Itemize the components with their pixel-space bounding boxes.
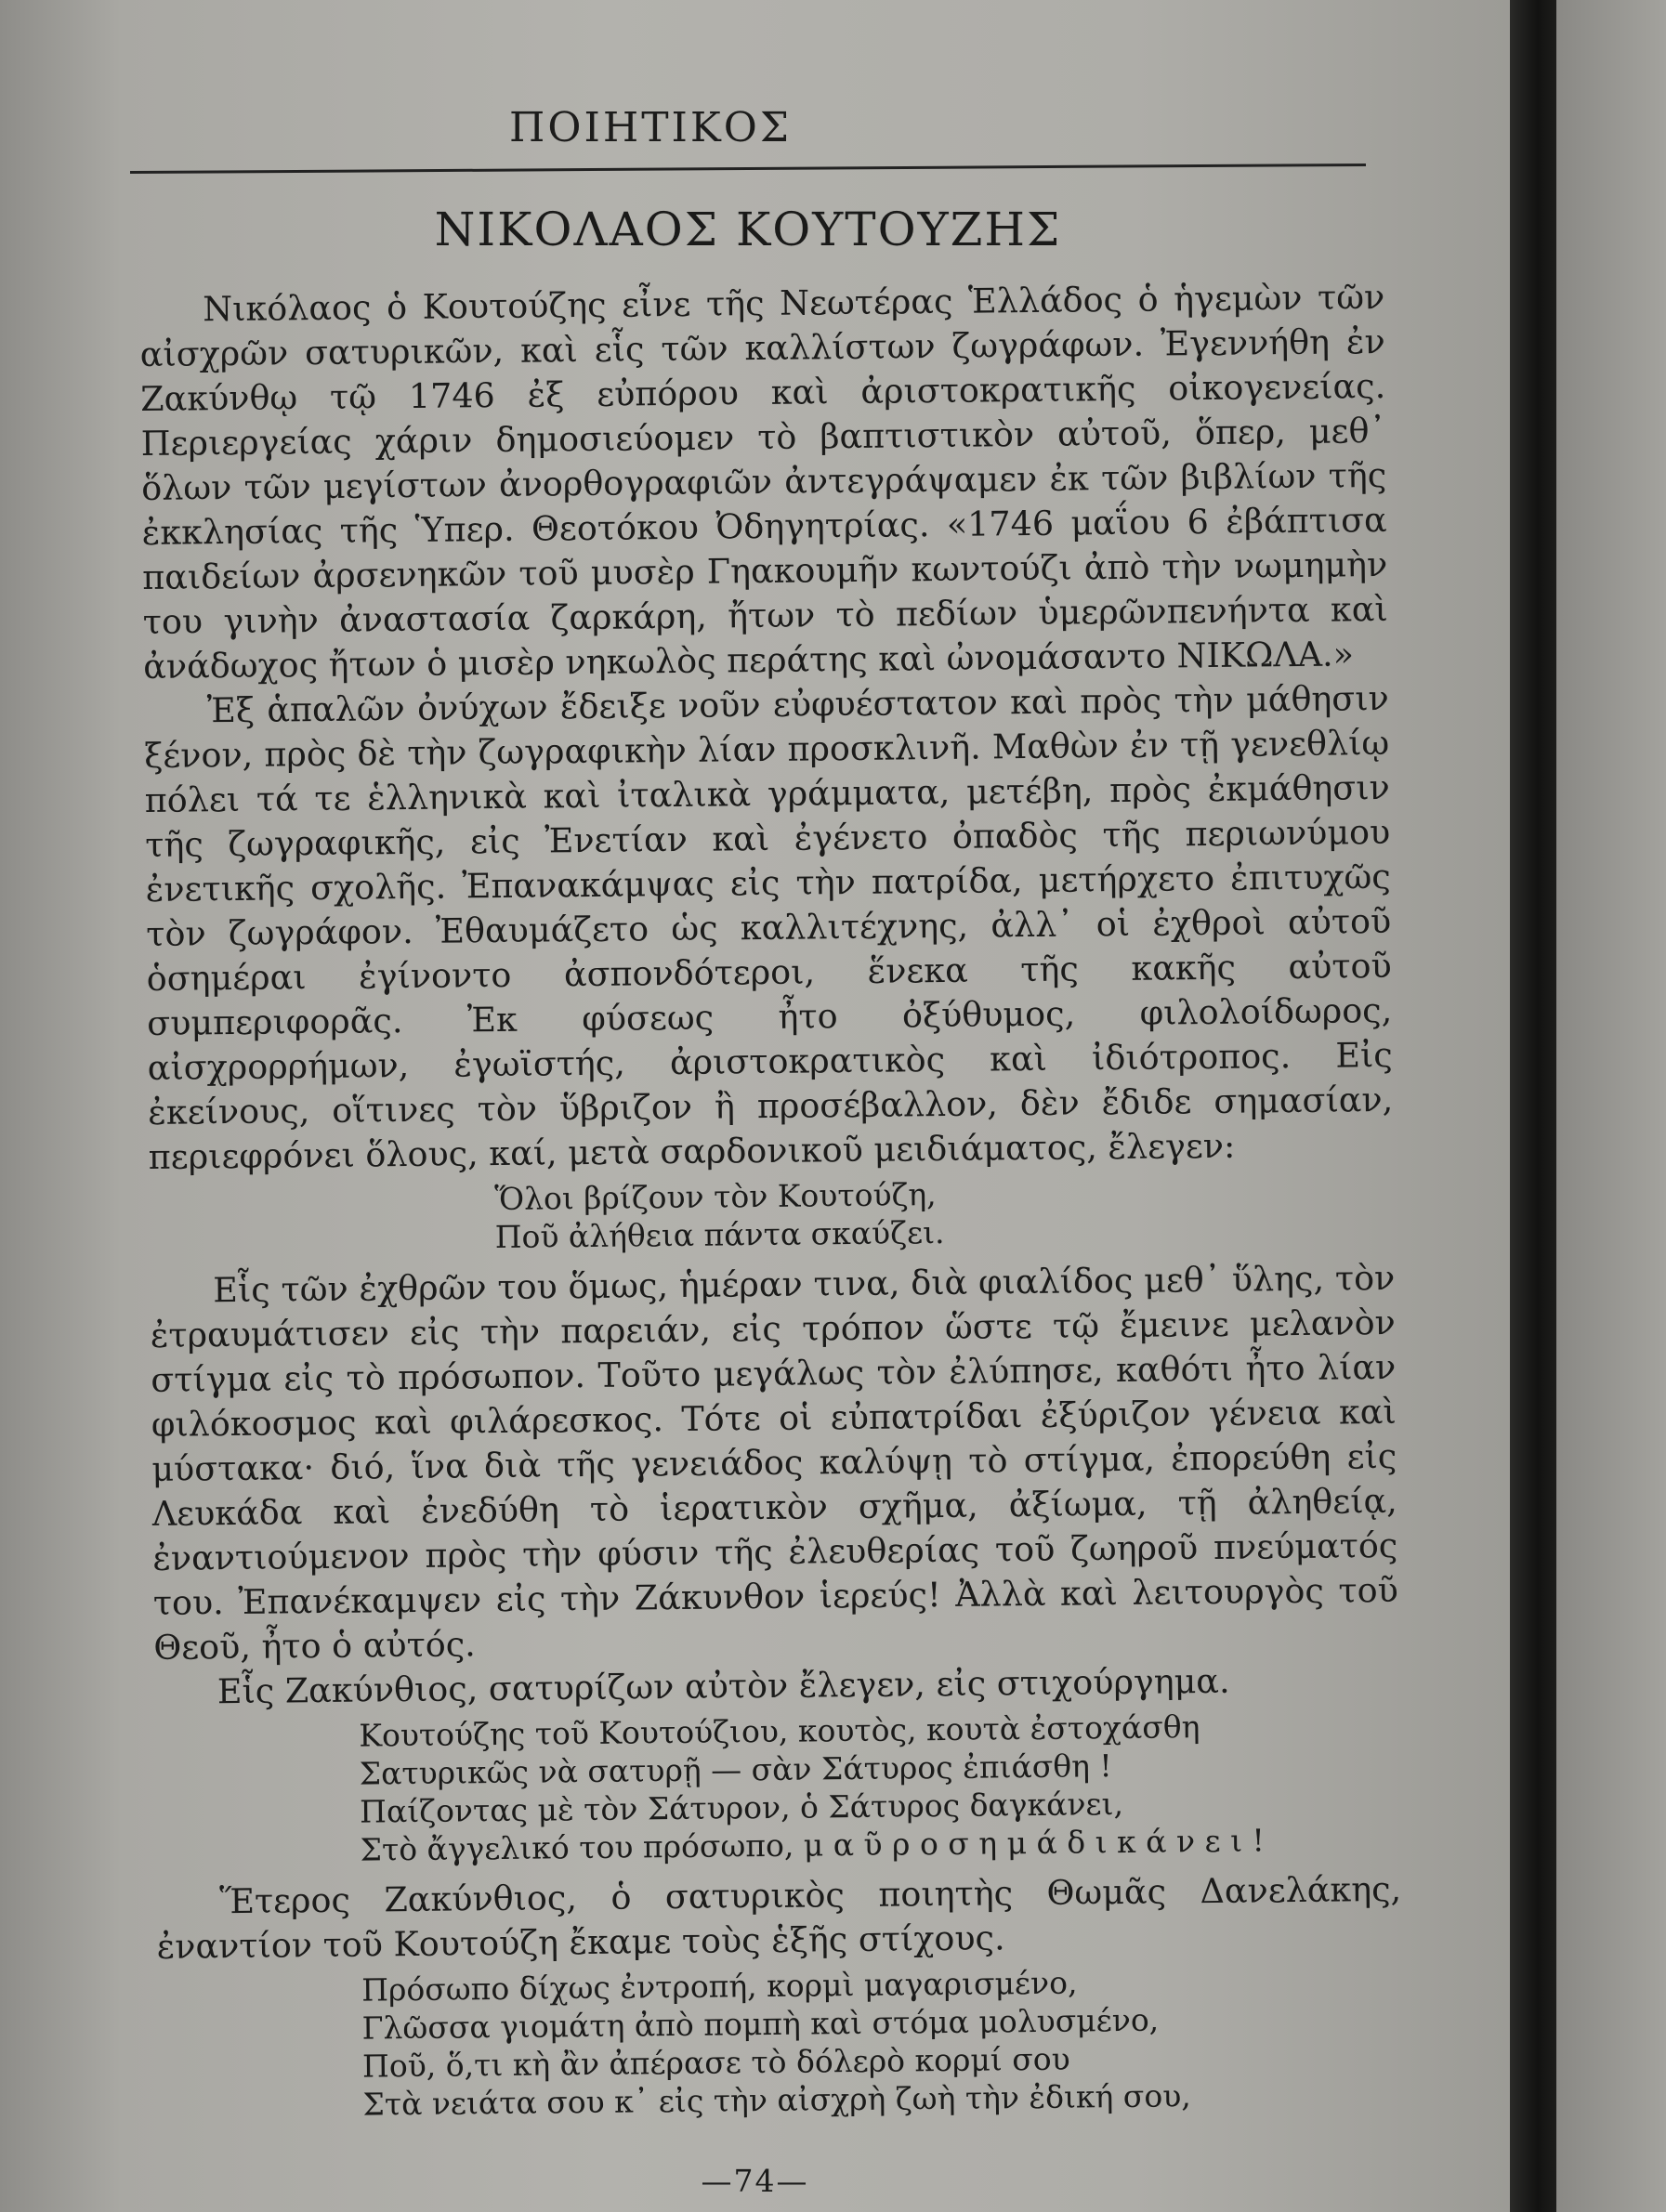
paragraph-5: Ἕτερος Ζακύνθιος, ὁ σατυρικὸς ποιητὴς Θωμᾶς Δανελάκης, ἐναντίον τοῦ Κουτούζη ἔκαμε τοὺς ἑξῆς στίχους. (156, 1868, 1402, 1967)
paragraph-3: Εἷς τῶν ἐχθρῶν του ὅμως, ἡμέραν τινα, διὰ φιαλίδος μεθ᾽ ὕλης, τὸν ἐτραυμάτισεν εἰς τὴν παρειάν, εἰς τρόπον ὥστε τῷ ἔμεινε μελανὸν στίγμα εἰς τὸ πρόσωπον. Τοῦτο μεγάλως τὸν ἐλύπησε, καθότι ἦτο λίαν φιλόκοσμος καὶ φιλάρεσκος. Τότε οἱ εὐπατρίδαι ἐξύριζον γένεια καὶ μύστακα· διό, ἵνα διὰ τῆς γενειάδος καλύψῃ τὸ στίγμα, ἐπορεύθη εἰς Λευκάδα καὶ ἐνεδύθη τὸ ἱερατικὸν σχῆμα, ἀξίωμα, τῇ ἀληθείᾳ, ἐναντιούμενον πρὸς τὴν φύσιν τῆς ἐλευθερίας τοῦ ζωηροῦ πνεύματός του. Ἐπανέκαμψεν εἰς τὴν Ζάκυνθον ἱερεύς! Ἀλλὰ καὶ λειτουργὸς τοῦ Θεοῦ, ἦτο ὁ αὐτός. (150, 1257, 1398, 1668)
verse-couplet (149, 1171, 1395, 1260)
verse-line: Γλῶσσα γιομάτη ἀπὸ πομπὴ καὶ στόμα μολυσμένο, (361, 2001, 1160, 2047)
paragraph-2: Ἐξ ἁπαλῶν ὀνύχων ἔδειξε νοῦν εὐφυέστατον καὶ πρὸς τὴν μάθησιν ξένον, πρὸς δὲ τὴν ζωγραφικὴν λίαν προσκλινῆ. Μαθὼν ἐν τῇ γενεθλίῳ πόλει τά τε ἑλληνικὰ καὶ ἰταλικὰ γράμματα, μετέβη, πρὸς ἐκμάθησιν τῆς ζωγραφικῆς, εἰς Ἐνετίαν καὶ ἐγένετο ὀπαδὸς τῆς περιωνύμου ἐνετικῆς σχολῆς. Ἐπανακάμψας εἰς τὴν πατρίδα, μετήρχετο ἐπιτυχῶς τὸν ζωγράφον. Ἐθαυμάζετο ὡς καλλιτέχνης, ἀλλ᾽ οἱ ἐχθροὶ αὐτοῦ ὁσημέραι ἐγίνοντο ἀσπονδότεροι, ἕνεκα τῆς κακῆς αὐτοῦ συμπεριφορᾶς. Ἐκ φύσεως ἦτο ὀξύθυμος, φιλολοίδωρος, αἰσχρορρήμων, ἐγωϊστής, ἀριστοκρατικὸς καὶ ἰδιότροπος. Εἰς ἐκείνους, οἵτινες τὸν ὕβριζον ἢ προσέβαλλον, δὲν ἔδιδε σημασίαν, περιεφρόνει ὅλους, καί, μετὰ σαρδονικοῦ μειδιάματος, ἔλεγεν: (144, 677, 1394, 1177)
verse-stanza-2 (157, 1960, 1404, 2126)
verse-line: Πρόσωπο δίχως ἐντροπή, κορμὶ μαγαρισμένο, (361, 1964, 1078, 2009)
paragraph-1: Νικόλαος ὁ Κουτούζης εἶνε τῆς Νεωτέρας Ἑλλάδος ὁ ἡγεμὼν τῶν αἰσχρῶν σατυρικῶν, καὶ εἷς τῶν καλλίστων ζωγράφων. Ἐγεννήθη ἐν Ζακύνθῳ τῷ 1746 ἐξ εὐπόρου καὶ ἀριστοκρατικῆς οἰκογενείας. Περιεργείας χάριν δημοσιεύομεν τὸ βαπτιστικὸν αὐτοῦ, ὅπερ, μεθ᾽ ὅλων τῶν μεγίστων ἀνορθογραφιῶν ἀντεγράψαμεν ἐκ τῶν βιβλίων τῆς ἐκκλησίας τῆς Ὑπερ. Θεοτόκου Ὀδηγητρίας. «1746 μαΐου 6 ἐβάπτισα παιδείων ἀρσενηκῶν τοῦ μυσὲρ Γηακουμῆν κωντούζι ἀπὸ τὴν νωμημὴν του γινὴν ἀναστασία ζαρκάρη, ἤτων τὸ πεδίων ὑμερῶνπενήντα καὶ ἀνάδωχος ἤτων ὁ μισὲρ νηκωλὸς περάτης καὶ ὠνομάσαντο ΝΙΚΩΛΑ.» (139, 276, 1388, 687)
verse-line: Κουτούζης τοῦ Κουτούζιου, κουτὸς, κουτὰ ἐστοχάσθη (359, 1708, 1200, 1754)
verse-line: Ὅλοι βρίζουν τὸν Κουτούζη, (494, 1176, 937, 1218)
facing-page-edge (1556, 0, 1666, 2212)
page-number: —74— (701, 2163, 809, 2199)
verse-line: Ποῦ, ὅ,τι κὴ ἂν ἀπέρασε τὸ δόλερὸ κορμί σου (361, 2040, 1070, 2085)
verse-stanza-1 (154, 1706, 1401, 1871)
book-gutter-shadow (1510, 0, 1556, 2212)
verse-line: Παίζοντας μὲ τὸν Σάτυρον, ὁ Σάτυρος δαγκάνει, (359, 1786, 1124, 1830)
article-title: ΝΙΚΟΛΑΟΣ ΚΟΥΤΟΥΖΗΣ (434, 203, 1062, 256)
verse-line: Σατυρικῶς νὰ σατυρῇ — σὰν Σάτυρος ἐπιάσθη ! (359, 1747, 1112, 1792)
running-head: ΠΟΙΗΤΙΚΟΣ (509, 104, 792, 151)
article-body (139, 275, 1404, 2135)
verse-line: Ποῦ ἀλήθεια πάντα σκαύζει. (494, 1213, 945, 1256)
paragraph-4: Εἷς Ζακύνθιος, σατυρίζων αὐτὸν ἔλεγεν, εἰς στιχούργημα. (216, 1660, 1230, 1712)
verse-line: Στὰ νειάτα σου κ᾽ εἰς τὴν αἰσχρὴ ζωὴ τὴν ἐδική σου, (362, 2077, 1191, 2123)
header-rule (130, 164, 1366, 174)
verse-line: Στὸ ἄγγελικό του πρόσωπο, μ α ῦ ρ ο σ η μ ά δ ι κ ά ν ε ι ! (360, 1822, 1265, 1868)
